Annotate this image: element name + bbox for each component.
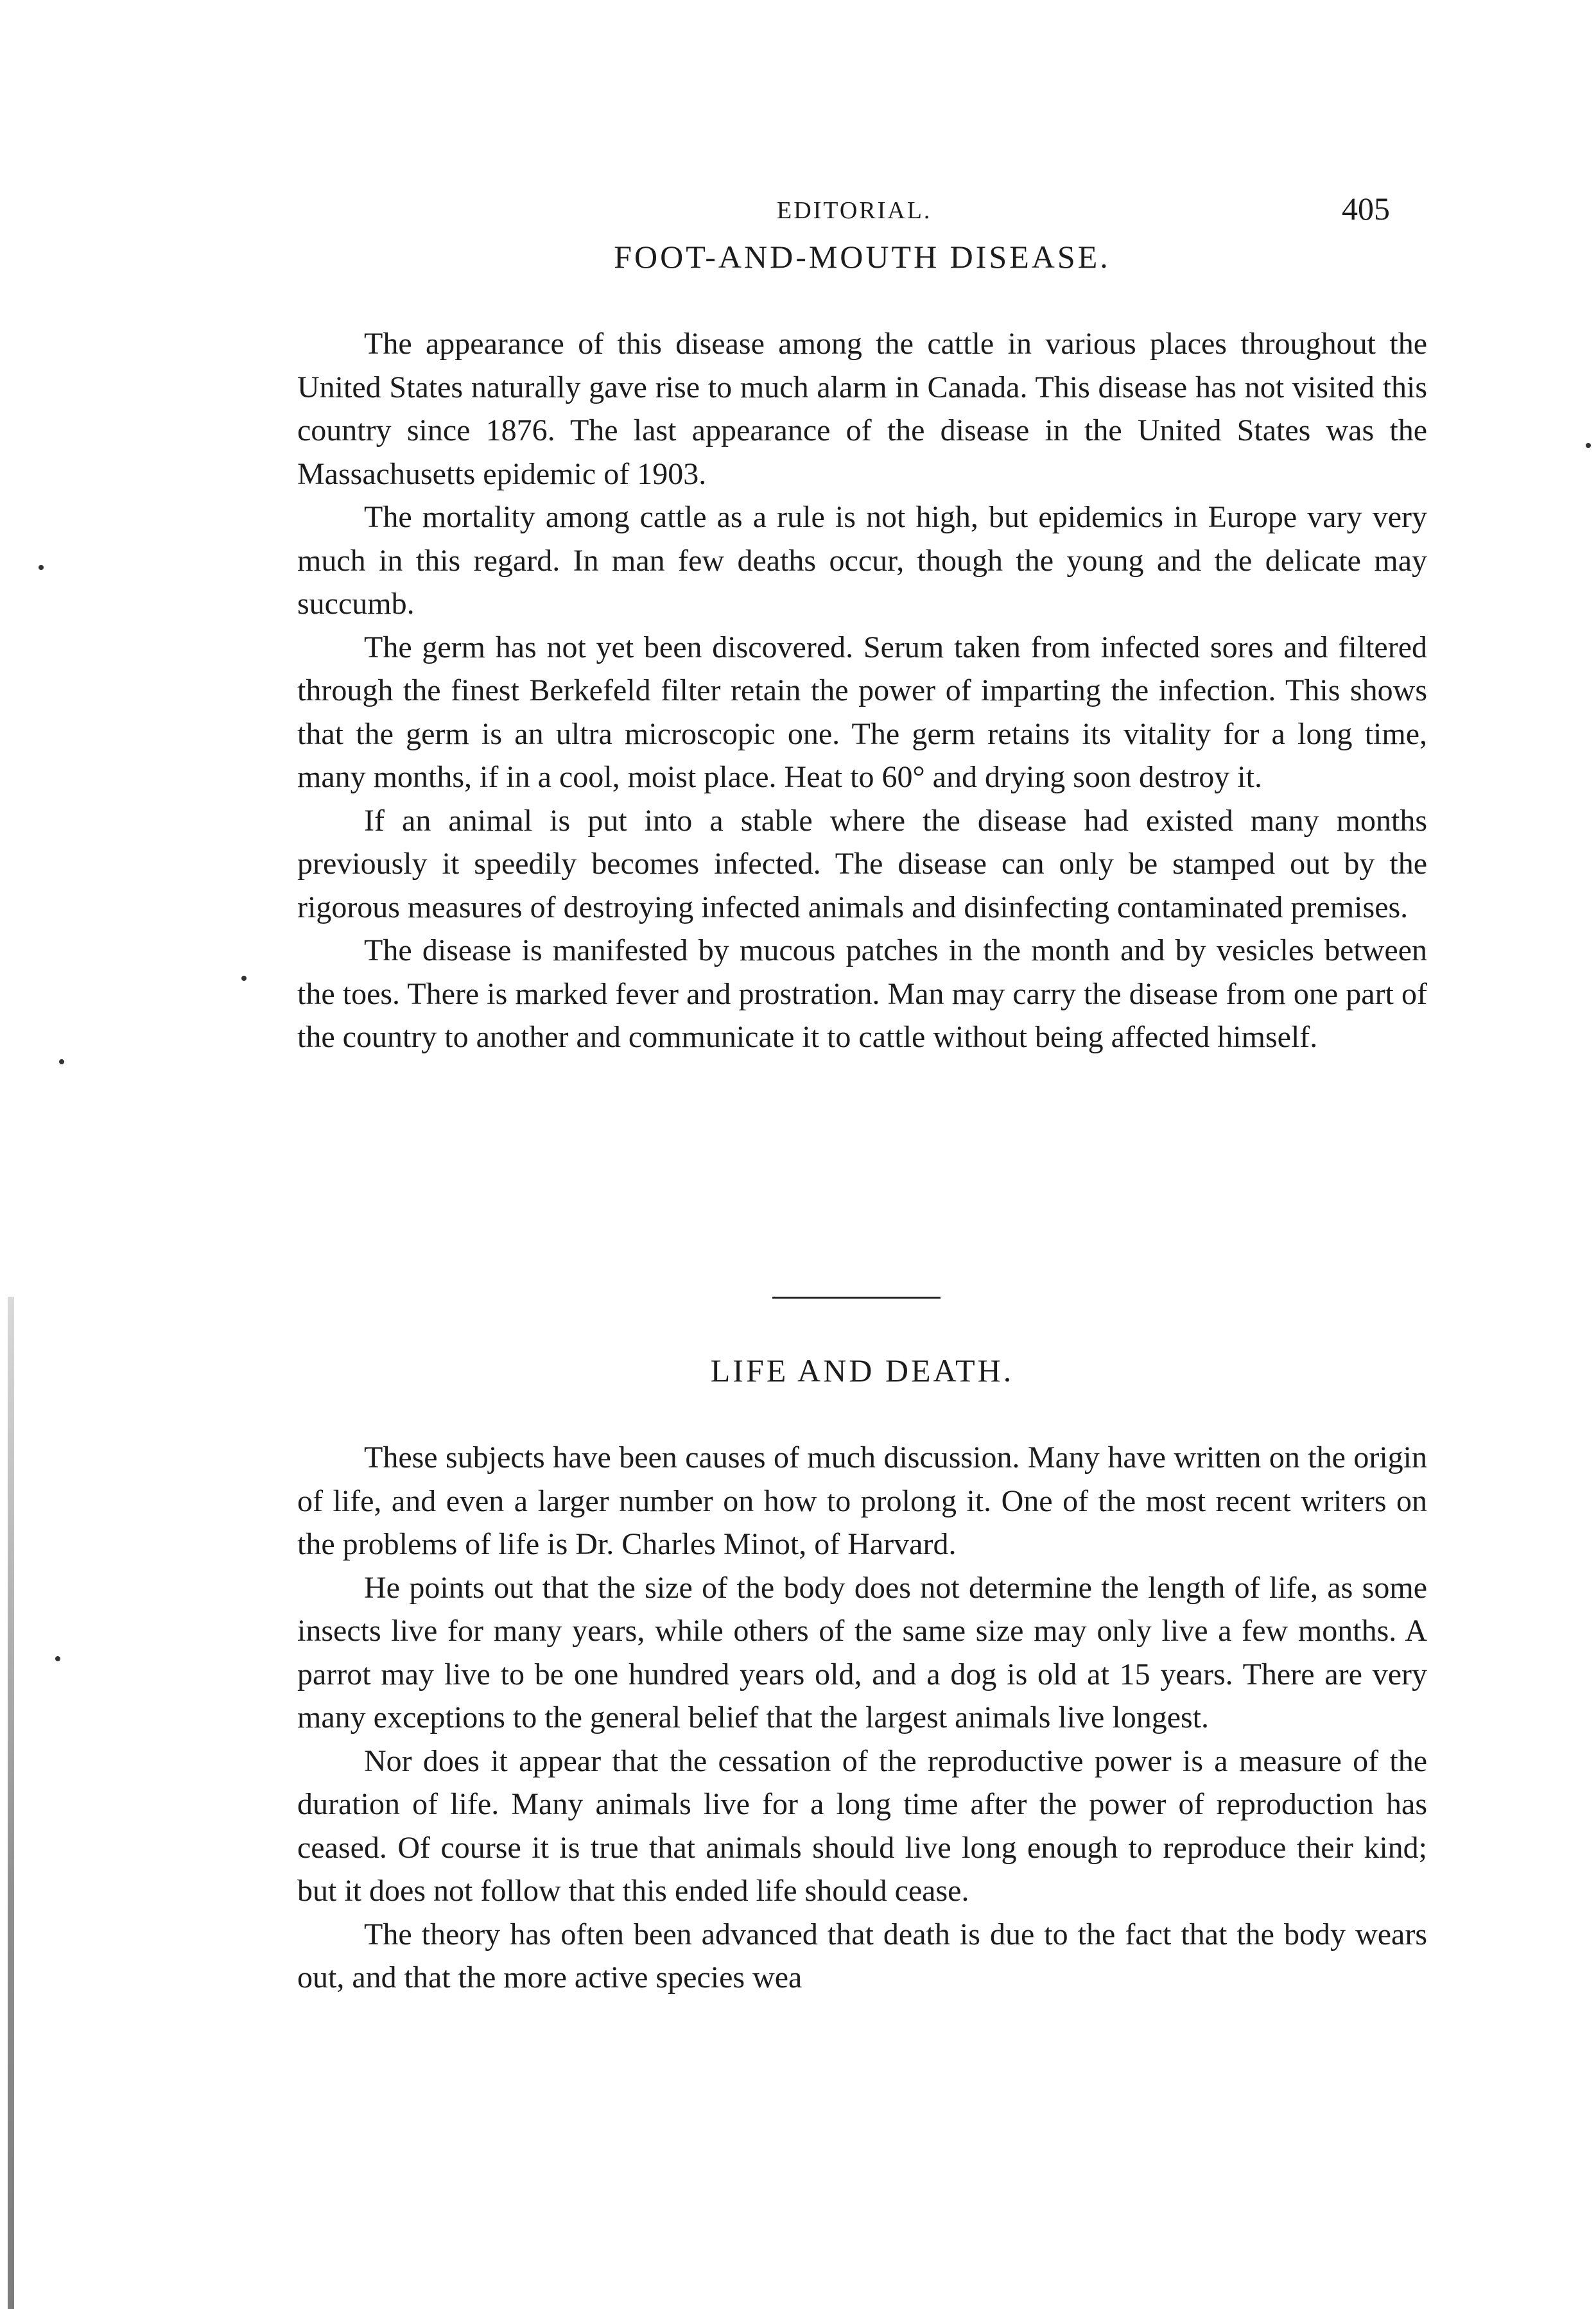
paragraph: These subjects have been causes of much discussion. Many have written on the origin of life, and even a larger number on how to prolong it. One of the most recent writers on the problems of life is Dr. Charles Minot, of Harvard.: [297, 1440, 1427, 1561]
paragraph: The mortality among cattle as a rule is not high, but epidemics in Europe vary very much in this regard. In man few deaths occur, though the young and the delicate may succumb.: [297, 500, 1427, 621]
paragraph: The theory has often been advanced that death is due to the fact that the body wears out, and that the more active species wea: [297, 1917, 1427, 1994]
section-divider: [772, 1297, 941, 1299]
scan-speck: [39, 565, 44, 570]
paragraph: Nor does it appear that the cessation of the reproductive power is a measure of the duration of life. Many animals live for a long time after the power of reproduction has ceased. Of course it is true that animals should live long enough to reproduce their kind; but it does not follow that this ended life should cease.: [297, 1743, 1427, 1908]
article-title: FOOT-AND-MOUTH DISEASE.: [614, 239, 1111, 275]
scan-margin-edge: [0, 1297, 26, 2309]
running-title: EDITORIAL.: [777, 197, 932, 224]
article-title: LIFE AND DEATH.: [710, 1353, 1014, 1388]
scan-speck: [59, 1059, 64, 1064]
article-foot-and-mouth-disease: [297, 231, 1427, 1059]
paragraph: The disease is manifested by mucous patches in the month and by vesicles between the toes. There is marked fever and prostration. Man may carry the disease from one part of the country to another and communicate it to cattle without being affected himself.: [297, 933, 1427, 1054]
scan-speck: [1586, 443, 1591, 448]
paragraph: If an animal is put into a stable where the disease had existed many months previously it speedily becomes infected. The disease can only be stamped out by the rigorous measures of destroying infected animals and disinfecting contaminated premises.: [297, 803, 1427, 924]
article-life-and-death: [297, 1345, 1427, 2000]
paragraph: He points out that the size of the body does not determine the length of life, as some insects live for many years, while others of the same size may only live a few months. A parrot may live to be one hundred years old, and a dog is old at 15 years. There are very many exceptions to the general belief that the largest animals live longest.: [297, 1570, 1427, 1734]
paragraph: The appearance of this disease among the cattle in various places throughout the United States naturally gave rise to much alarm in Canada. This disease has not visited this country since 1876. The last appearance of the disease in the United States was the Massachusetts epidemic of 1903.: [297, 327, 1427, 491]
scan-speck: [241, 976, 247, 981]
page-number: 405: [1342, 191, 1390, 227]
scan-speck: [55, 1656, 60, 1661]
binding-edge: [8, 1297, 14, 2309]
paragraph: The germ has not yet been discovered. Serum taken from infected sores and filtered through the finest Berkefeld filter retain the power of imparting the infection. This shows that the germ is an ultra microscopic one. The germ retains its vitality for a long time, many months, if in a cool, moist place. Heat to 60° and drying soon destroy it.: [297, 630, 1427, 794]
